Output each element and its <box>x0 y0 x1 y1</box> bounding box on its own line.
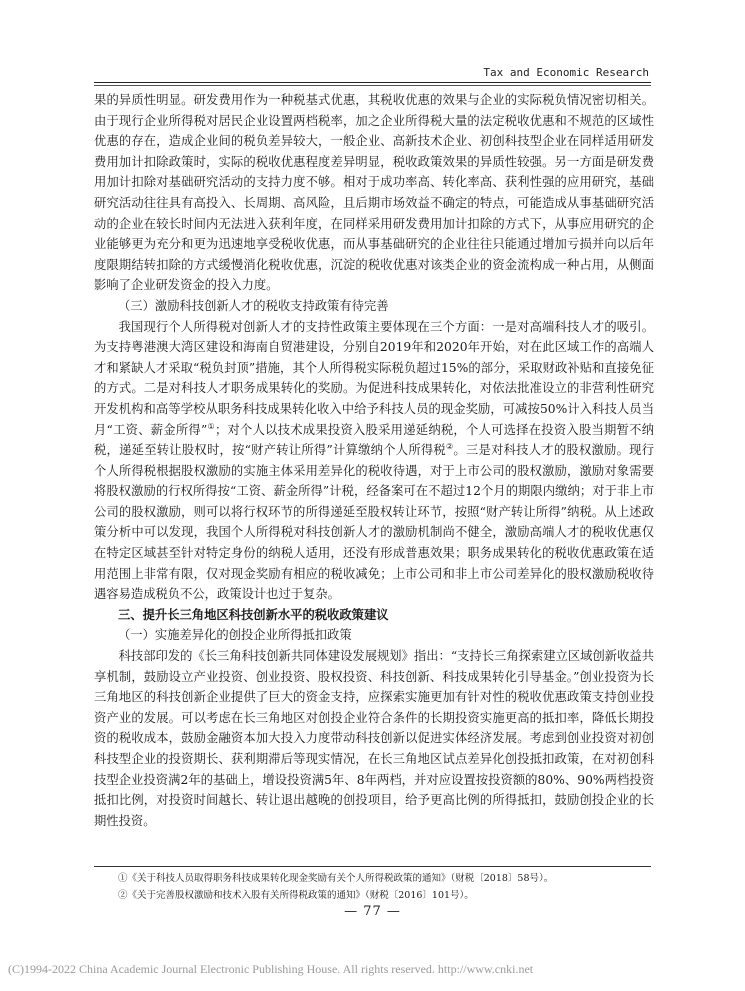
subsection-heading-3: （三）激励科技创新人才的税收支持政策有待完善 <box>118 298 389 313</box>
paragraph-venture-policy: 科技部印发的《长三角科技创新共同体建设发展规划》指出：“支持长三角探索建立区域创新收益共享机制，鼓励设立产业投资、创业投资、股权投资、科技创新、科技成果转化引导基金。”创业投资为长三角地区的科技创新企业提供了巨大的资金支持，应探索实施更加有针对性的税收优惠政策支持创业投资产业的发展。可以考虑在长三角地区对创投企业符合条件的长期投资实施更高的抵扣率，降低长期投资的税收成本，鼓励金融资本加大投入力度带动科技创新以促进实体经济发展。考虑到创业投资对初创科技型企业的投资期长、获利期滞后等现实情况，在长三角地区试点差异化创投抵扣政策，在对初创科技型企业投资满2年的基础上，增设投资满5年、8年两档，并对应设置按投资额的80%、90%两档投资抵扣比例，对投资时间越长、转让退出越晚的创投项目，给予更高比例的所得抵扣，鼓励创投企业的长期性投资。 <box>94 649 654 828</box>
header-rule <box>94 82 651 83</box>
footnote-mark-1[interactable]: ① <box>207 421 215 431</box>
footnote-2: ②《关于完善股权激励和技术入股有关所得税政策的通知》（财税〔2016〕101号）。 <box>118 890 474 901</box>
paragraph-text-b: ；对个人以技术成果投资入股采用递延纳税，个人可选择在投资入股当期暂不纳税，递延至转让股权时，按“财产转让所得”计算缴纳个人所得税 <box>94 422 654 458</box>
page-number: — 77 — <box>344 904 401 919</box>
header-rule-thin <box>94 85 651 86</box>
article-body <box>94 90 654 831</box>
footnote-1: ①《关于科技人员取得职务科技成果转化现金奖励有关个人所得税政策的通知》（财税〔2018〕58号）。 <box>118 873 554 884</box>
section-heading-3: 三、提升长三角地区科技创新水平的税收政策建议 <box>118 607 389 622</box>
paragraph-text-c: 。三是对科技人才的股权激励。现行个人所得税根据股权激励的实施主体采用差异化的税收待遇，对于上市公司的股权激励，激励对象需要将股权激励的行权所得按“工资、薪金所得”计税，经备案可在不超过12个月的期限内缴纳；对于非上市公司的股权激励，则可以将行权环节的所得递延至股权转让环节，按照“财产转让所得”纳税。从上述政策分析中可以发现，我国个人所得税对科技创新人才的激励机制尚不健全，激励高端人才的税收优惠仅在特定区域甚至针对特定身份的纳税人适用，还没有形成普惠效果；职务成果转化的税收优惠政策在适用范围上非常有限，仅对现金奖励有相应的税收减免；上市公司和非上市公司差异化的股权激励税收待遇容易造成税负不公，政策设计也过于复杂。 <box>94 443 654 602</box>
journal-title: Tax and Economic Research <box>483 66 649 79</box>
footnote-rule <box>94 866 651 867</box>
footnotes <box>118 870 658 904</box>
paragraph-text-a: 我国现行个人所得税对创新人才的支持性政策主要体现在三个方面：一是对高端科技人才的吸引。为支持粤港澳大湾区建设和海南自贸港建设，分别自2019年和2020年开始，对在此区域工作的高端人才和紧缺人才采取“税负封顶”措施，其个人所得税实际税负超过15%的部分，采取财政补贴和直接免征的方式。二是对科技人才职务成果转化的奖励。为促进科技成果转化，对依法批准设立的非营利性研究开发机构和高等学校从职务科技成果转化收入中给予科技人员的现金奖励，可减按50%计入科技人员当月“工资、薪金所得” <box>94 319 654 437</box>
paragraph-talent-policy <box>94 317 654 605</box>
footnote-mark-2[interactable]: ② <box>445 442 454 451</box>
subsection-heading-1: （一）实施差异化的创投企业所得抵扣政策 <box>118 628 352 643</box>
paragraph-continued: 果的异质性明显。研发费用作为一种税基式优惠，其税收优惠的效果与企业的实际税负情况密切相关。由于现行企业所得税对居民企业设置两档税率，加之企业所得税大量的法定税收优惠和不规范的区域性优惠的存在，造成企业间的税负差异较大，一般企业、高新技术企业、初创科技型企业在同样适用研发费用加计扣除政策时，实际的税收优惠程度差异明显，税收政策效果的异质性较强。另一方面是研发费用加计扣除对基础研究活动的支持力度不够。相对于成功率高、转化率高、获利性强的应用研究，基础研究活动往往具有高投入、长周期、高风险，且后期市场效益不确定的特点，可能造成从事基础研究活动的企业在较长时间内无法进入获利年度，在同样采用研发费用加计扣除的方式下，从事应用研究的企业能够更为充分和更为迅速地享受税收优惠，而从事基础研究的企业往往只能通过增加亏损并向以后年度限期结转扣除的方式缓慢消化税收优惠，沉淀的税收优惠对该类企业的资金流构成一种占用，从侧面影响了企业研发资金的投入力度。 <box>94 93 654 293</box>
copyright-notice: (C)1994-2022 China Academic Journal Electronic Publishing House. All rights reserved. http://www.cnki.net <box>8 962 534 976</box>
